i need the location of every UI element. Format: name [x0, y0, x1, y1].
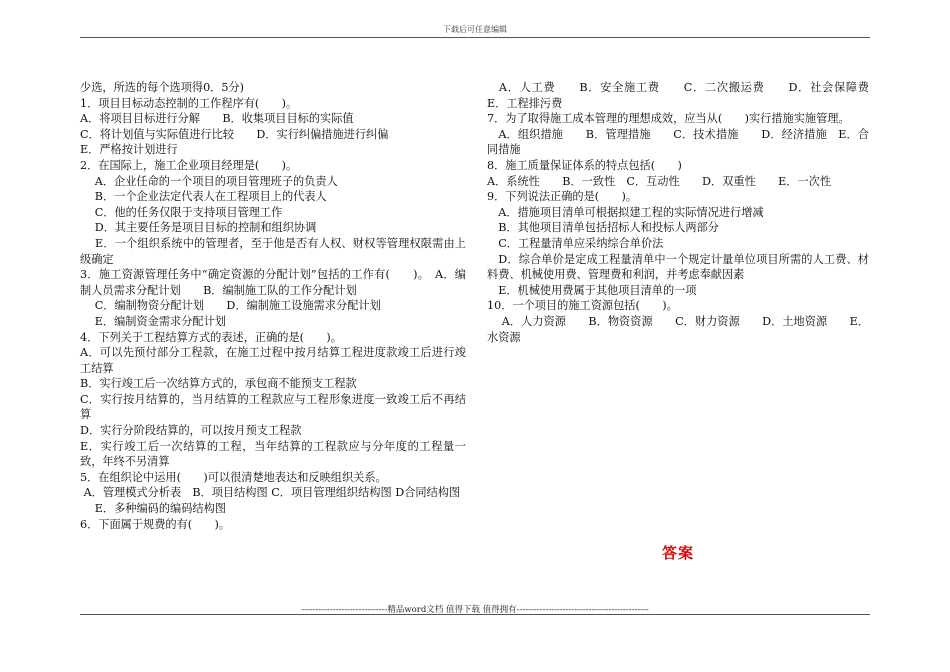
question-line: 7．为了取得施工成本管理的理想成效，应当从( )实行措施实施管理。	[487, 112, 850, 126]
question-line: A．将项目目标进行分解 B．收集项目目标的实际值	[80, 112, 354, 126]
question-line: 5．在组织论中运用( )可以很清楚地表达和反映组织关系。	[80, 470, 387, 484]
question-line: E．严格按计划进行	[80, 143, 178, 157]
question-line: D．综合单价是定成工程量清单中一个规定计量单位项目所需的人工费、材料费、机械使用费、管理费和利润，并考虑奉献因素	[487, 252, 869, 282]
header-rule	[80, 37, 870, 38]
question-line: E．一个组织系统中的管理者，至于他是否有人权、财权等管理权限需由上级确定	[80, 236, 466, 266]
question-line: A．企业任命的一个项目的项目管理班子的负责人	[80, 174, 338, 188]
question-line: A．人工费 B．安全施工费 C．二次搬运费 D．社会保障费 E．工程排污费	[487, 81, 892, 110]
question-line: C．将计划值与实际值进行比较 D．实行纠偏措施进行纠偏	[80, 127, 389, 141]
question-line: A．可以先预付部分工程款，在施工过程中按月结算工程进度款竣工后进行竣工结算	[80, 346, 466, 375]
question-line: 9．下列说法正确的是( )。	[487, 190, 638, 204]
question-line: A．系统性 B．一致性 C．互动性 D．双重性 E．一次性	[487, 174, 832, 188]
question-line: B．一个企业法定代表人在工程项目上的代表人	[80, 190, 327, 204]
left-column	[80, 80, 466, 532]
right-column	[487, 80, 892, 345]
question-line: B．其他项目清单包括招标人和投标人两部分	[487, 221, 719, 235]
question-line: 8．施工质量保证体系的特点包括( )	[487, 158, 682, 172]
page-header: 下载后可任意编辑	[443, 25, 507, 34]
question-line: A．组织措施 B．管理措施 C．技术措施 D．经济措施 E．合同措施	[487, 127, 869, 157]
question-line: 4．下列关于工程结算方式的表述，正确的是( )。	[80, 330, 342, 344]
question-line: E．机械使用费属于其他项目清单的一项	[487, 283, 697, 297]
question-line: D．实行分阶段结算的，可以按月预支工程款	[80, 424, 302, 438]
question-line: B．实行竣工后一次结算方式的，承包商不能预支工程款	[80, 377, 357, 391]
question-line: A．措施项目清单可根据拟建工程的实际情况进行增减	[487, 205, 764, 219]
question-line: C．工程量清单应采纳综合单价法	[487, 236, 664, 250]
question-line: 少选，所选的每个选项得0．5分)	[80, 81, 245, 94]
question-line: A．人力资源 B．物资资源 C．财力资源 D．土地资源 E．水资源	[487, 314, 869, 344]
question-line: A．管理模式分析表 B．项目结构图 C．项目管理组织结构图 D合同结构图	[80, 486, 461, 500]
page-footer: ------------------------------精品word文档 值得下载 值得拥有----------------------------------------------	[301, 605, 649, 615]
question-line: 2．在国际上，施工企业项目经理是( )。	[80, 158, 298, 172]
question-line: C．编制物资分配计划 D．编制施工设施需求分配计划	[80, 299, 381, 313]
question-line: C．他的任务仅限于支持项目管理工作	[80, 205, 283, 219]
footer-rule	[80, 614, 870, 615]
answer-heading: 答案	[662, 544, 695, 562]
question-line: E．多种编码的编码结构图	[80, 502, 226, 516]
question-line: C．实行按月结算的，当月结算的工程款应与工程形象进度一致竣工后不再结算	[80, 392, 466, 422]
question-line: 10．一个项目的施工资源包括( )。	[487, 299, 678, 313]
question-line: 6．下面属于规费的有( )。	[80, 517, 231, 531]
question-line: E．实行竣工后一次结算的工程，当年结算的工程款应与分年度的工程量一致，年终不另清算	[80, 439, 466, 469]
question-line: D．其主要任务是项目目标的控制和组织协调	[80, 221, 317, 235]
question-line: E．编制资金需求分配计划	[80, 314, 226, 328]
question-line: 3．施工资源管理任务中“确定资源的分配计划”包括的工作有( )。 A．编制人员需求分配计划 B．编制施工队的工作分配计划	[80, 268, 466, 297]
question-line: 1．项目目标动态控制的工作程序有( )。	[80, 96, 298, 110]
